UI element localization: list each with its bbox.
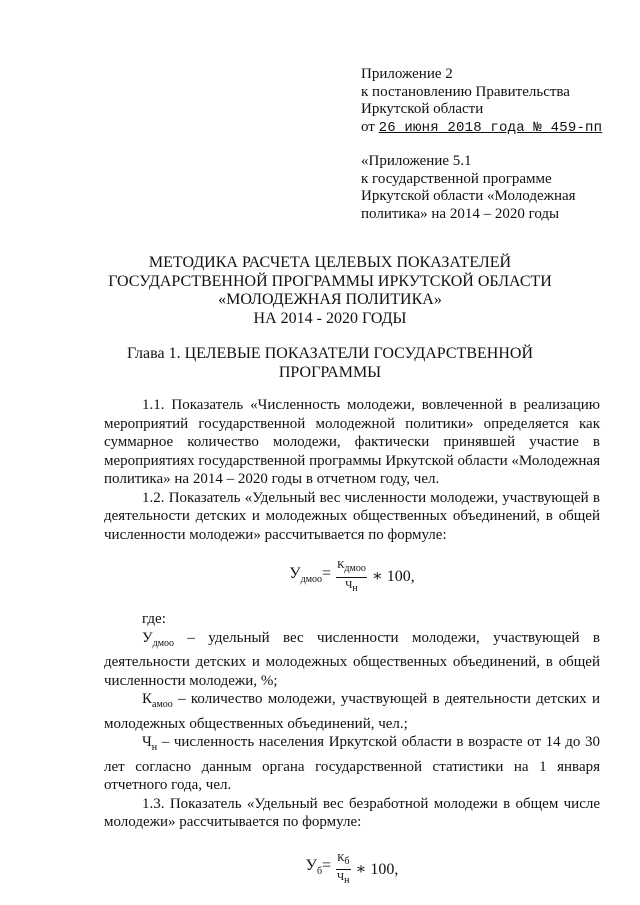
paragraph-1-2: 1.2. Показатель «Удельный вес численности молодежи, участвующей в деятельности детских и молодежных общественных объединений, в общей численности молодежи» рассчитывается по формуле: (104, 489, 600, 543)
title-line-2: ГОСУДАРСТВЕННОЙ ПРОГРАММЫ ИРКУТСКОЙ ОБЛАСТИ (108, 272, 552, 290)
symbol-ch-sub: н (352, 582, 358, 594)
symbol-k: К (337, 559, 345, 572)
paragraph-1-3: 1.3. Показатель «Удельный вес безработной молодежи в общем числе молодежи» рассчитывается по формуле: (104, 795, 600, 830)
def-symbol-k-sub: амоо (152, 699, 173, 710)
symbol-ch-b-sub: н (344, 875, 350, 887)
definition-u-dmoo (104, 629, 600, 691)
formula-2-denominator (337, 870, 350, 887)
appendix-5-1-title: «Приложение 5.1 (361, 153, 472, 169)
appendix-5-1-line4: политика» на 2014 – 2020 годы (361, 205, 560, 222)
formula-2-fraction (336, 852, 350, 887)
appendix-2-date-line (361, 119, 621, 138)
title-line-4: НА 2014 - 2020 ГОДЫ (253, 309, 407, 327)
symbol-k-b-sub: б (344, 856, 350, 867)
appendix-2-title: Приложение 2 (361, 66, 453, 82)
chapter-line-1: Глава 1. ЦЕЛЕВЫЕ ПОКАЗАТЕЛИ ГОСУДАРСТВЕННОЙ (126, 345, 533, 362)
chapter-line-2: ПРОГРАММЫ (278, 363, 382, 381)
appendix-2-line2: к постановлению Правительства (361, 83, 570, 100)
def-symbol-ch: Ч (142, 734, 152, 750)
chapter-heading (100, 345, 560, 382)
formula-2-numerator (336, 852, 350, 870)
def-symbol-k: К (142, 691, 153, 707)
formula-2-rhs: ∗ 100, (355, 860, 399, 878)
definition-2-text: – количество молодежи, участвующей в деятельности детских и молодежных общественных объединений, чел.; (104, 691, 600, 732)
formula-1-numerator (336, 559, 367, 577)
appendix-5-1-line2: к государственной программе (361, 170, 552, 187)
symbol-u: У (289, 564, 301, 582)
appendix-5-1-header (361, 153, 621, 223)
def-symbol-ch-sub: н (151, 742, 158, 753)
appendix-2-prefix: от (361, 118, 375, 135)
definition-1-text: – удельный вес численности молодежи, участвующей в деятельности детских и молодежных общественных объединений, в общей численности молодежи, %; (104, 629, 600, 689)
formula-1-rhs: ∗ 100, (371, 568, 415, 585)
definition-3-text: – численность населения Иркутской области в возрасте от 14 до 30 лет согласно данным органа государственной статистики на 1 января отчетного года, чел. (104, 734, 600, 793)
formula-2-lhs: $У_б=$ (305, 857, 332, 878)
decree-date-number: 26 июня 2018 года № 459-пп (378, 119, 603, 136)
def-symbol-u-sub: дмоо (152, 637, 175, 649)
formula-1-denominator (345, 578, 358, 595)
formula-1-lhs: $У_{дмоо}=$ (289, 564, 332, 586)
symbol-ch: Ч (345, 578, 353, 591)
title-line-1: МЕТОДИКА РАСЧЕТА ЦЕЛЕВЫХ ПОКАЗАТЕЛЕЙ (148, 254, 512, 271)
paragraph-1-1: 1.1. Показатель «Численность молодежи, вовлеченной в реализацию мероприятий государственной молодежной политики» определяется как суммарное количество молодежи, фактически принявшей участие в мероприятиях государственной программы Иркутской области «Молодежная политика» на 2014 – 2020 годы в отчетном году, чел. (104, 397, 600, 487)
symbol-u-b-sub: б (316, 866, 323, 878)
where-label: где: (142, 611, 166, 627)
symbol-k-sub: дмоо (344, 563, 366, 575)
symbol-k-b: К (337, 851, 345, 864)
formula-1-fraction (336, 559, 367, 594)
symbol-u-b: У (305, 857, 317, 875)
appendix-5-1-line3: Иркутской области «Молодежная (361, 188, 576, 204)
title-line-3: «МОЛОДЕЖНАЯ ПОЛИТИКА» (218, 291, 442, 308)
definition-k-amoo (104, 690, 600, 733)
formula-2 (104, 836, 600, 904)
appendix-2-line3: Иркутской области (361, 101, 484, 117)
document-body (104, 396, 600, 904)
document-title (100, 254, 560, 328)
appendix-2-header (361, 66, 621, 137)
formula-1 (104, 544, 600, 610)
symbol-ch-b: Ч (337, 871, 345, 883)
definition-ch-n (104, 733, 600, 795)
def-symbol-u: У (142, 629, 153, 646)
symbol-u-sub: дмоо (300, 574, 323, 586)
